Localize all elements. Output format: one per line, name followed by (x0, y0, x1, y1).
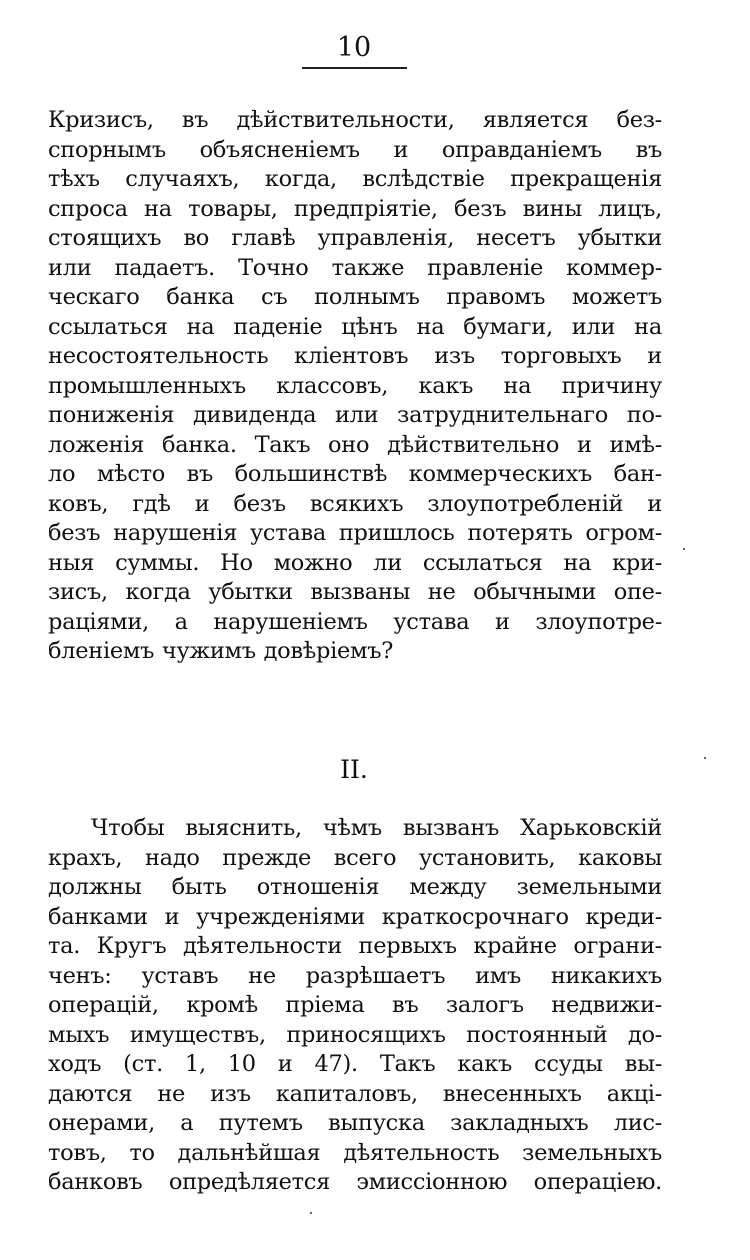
text-line: Чтобы выяснить, чѣмъ вызванъ Харьковскій (91, 815, 662, 841)
text-line: ныя суммы. Но можно ли ссылаться на кри- (48, 549, 662, 576)
text-line: товъ, то дальнѣйшая дѣятельность земельныхъ (48, 1139, 662, 1166)
text-line: промышленныхъ классовъ, какъ на причину (48, 372, 662, 399)
paragraph-kharkov-crash (48, 814, 662, 1198)
text-line: банковъ опредѣляется эмиссіонною операціею. (48, 1169, 662, 1195)
text-line: Кризисъ, въ дѣйствительности, является без- (48, 107, 662, 133)
text-line: ковъ, гдѣ и безъ всякихъ злоупотребленій и (48, 490, 662, 517)
text-line: ченъ: уставъ не разрѣшаетъ имъ никакихъ (48, 962, 662, 989)
page-number-underline (302, 67, 407, 69)
paper-speck (683, 548, 685, 550)
text-line: безъ нарушенія устава пришлось потерять огром- (48, 520, 662, 546)
text-line: должны быть отношенія между земельными (48, 874, 662, 900)
text-line: несостоятельность кліентовъ изъ торговыхъ и (48, 343, 662, 369)
text-line: ложенія банка. Такъ оно дѣйствительно и имѣ- (48, 431, 662, 458)
text-line: пониженія дивиденда или затруднительнаго по- (48, 402, 662, 428)
text-line: мыхъ имуществъ, приносящихъ постоянный до- (48, 1021, 662, 1048)
text-line: спорнымъ объясненіемъ и оправданіемъ въ (48, 136, 662, 163)
paper-speck (310, 1212, 312, 1214)
text-line: банками и учрежденіями краткосрочнаго креди- (48, 903, 662, 930)
paper-speck (704, 757, 706, 759)
page-number: 10 (336, 32, 372, 63)
text-line: ходъ (ст. 1, 10 и 47). Такъ какъ ссуды вы- (48, 1051, 662, 1077)
text-line: та. Кругъ дѣятельности первыхъ крайне ограни- (48, 933, 662, 959)
text-line: тѣхъ случаяхъ, когда, вслѣдствіе прекращенія (48, 166, 662, 192)
text-line: ческаго банка съ полнымъ правомъ можетъ (48, 284, 662, 310)
text-line: операцій, кромѣ пріема въ залогъ недвижи- (48, 992, 662, 1018)
text-line: даются не изъ капиталовъ, внесенныхъ акці- (48, 1080, 662, 1107)
text-line: ссылаться на паденіе цѣнъ на бумаги, или на (48, 313, 662, 340)
text-line: спроса на товары, предпріятіе, безъ вины лицъ, (48, 195, 662, 222)
text-line: стоящихъ во главѣ управленія, несетъ убытки (48, 225, 662, 251)
text-line: крахъ, надо прежде всего установить, каковы (48, 844, 662, 871)
text-line: зисъ, когда убытки вызваны не обычными опе- (48, 579, 662, 605)
text-line: раціями, а нарушеніемъ устава и злоупотре- (48, 608, 662, 635)
text-line: или падаетъ. Точно также правленіе коммер- (48, 254, 662, 281)
text-line: онерами, а путемъ выпуска закладныхъ лис- (48, 1110, 662, 1136)
text-line: ло мѣсто въ большинствѣ коммерческихъ бан- (48, 461, 662, 487)
text-line: бленіемъ чужимъ довѣріемъ? (48, 638, 394, 664)
section-heading: II. (340, 755, 368, 784)
paragraph-crisis (48, 106, 662, 667)
